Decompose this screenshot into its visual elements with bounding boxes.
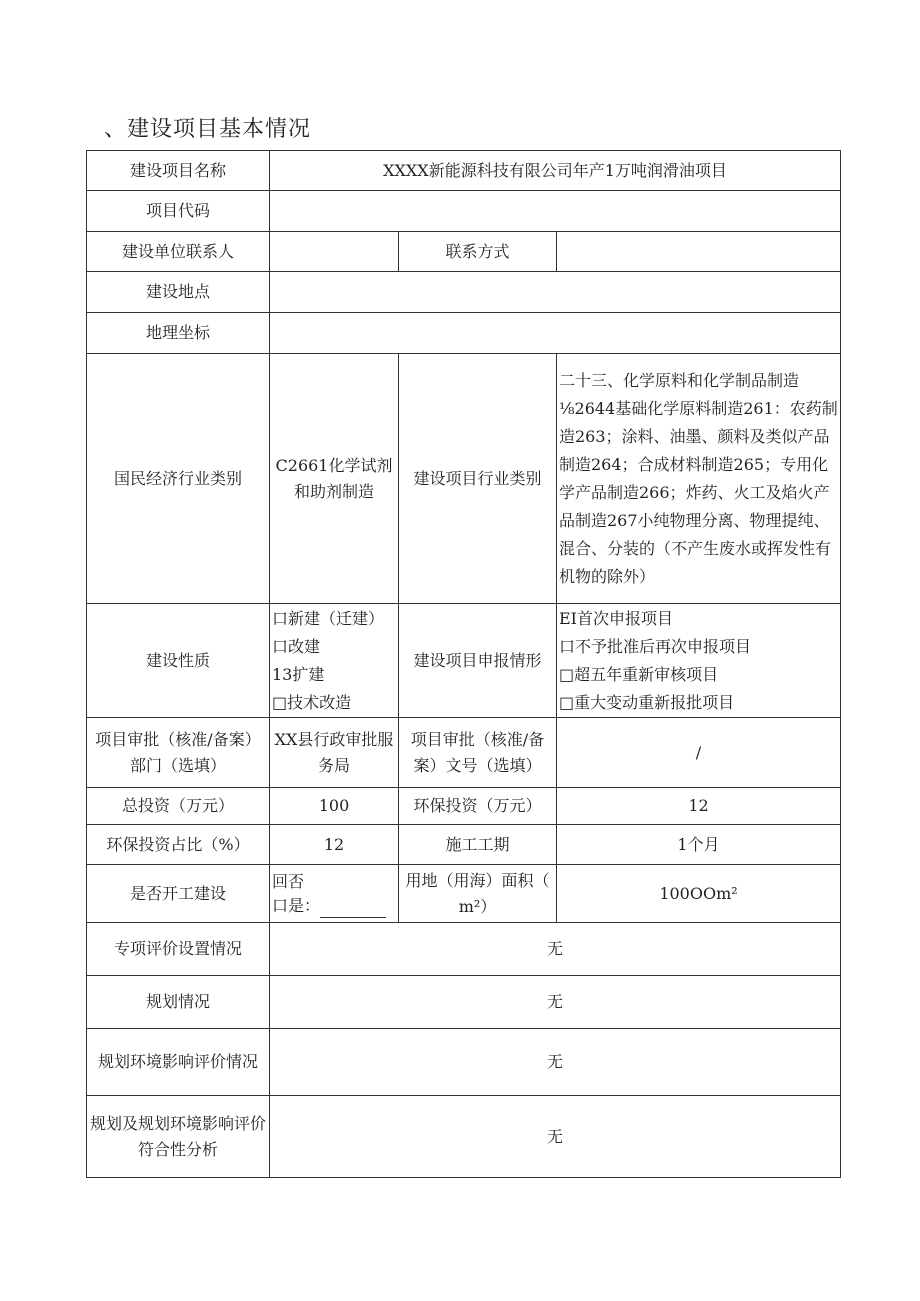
project-category-value	[557, 354, 841, 604]
approval-doc-value: /	[557, 718, 841, 788]
period-value: 1个月	[557, 825, 841, 865]
project-code-label: 项目代码	[87, 191, 270, 232]
declare-option[interactable]: 口不予批准后再次申报项目	[559, 636, 752, 656]
nature-option[interactable]: 口新建（迁建）	[272, 608, 385, 628]
declare-option[interactable]: □重大变动重新报批项目	[559, 692, 735, 712]
declare-option[interactable]: EI首次申报项目	[559, 608, 674, 628]
project-info-table	[86, 150, 841, 1178]
env-ratio-value: 12	[270, 825, 399, 865]
started-options	[270, 865, 399, 923]
project-name-value: XXXX新能源科技有限公司年产1万吨润滑油项目	[270, 151, 841, 191]
project-category-label: 建设项目行业类别	[399, 354, 557, 604]
period-label: 施工工期	[399, 825, 557, 865]
started-option-no[interactable]: 回否	[272, 871, 305, 891]
started-date-blank[interactable]	[320, 903, 386, 918]
compliance-value: 无	[270, 1096, 841, 1178]
declare-options	[557, 604, 841, 718]
project-name-label: 建设项目名称	[87, 151, 270, 191]
coords-value	[270, 313, 841, 354]
env-ratio-label: 环保投资占比（%）	[87, 825, 270, 865]
env-invest-value: 12	[557, 788, 841, 825]
category-line: 混合、分装的（不产生废水或挥发性有	[559, 538, 832, 558]
location-value	[270, 272, 841, 313]
category-line: 制造264；合成材料制造265；专用化	[559, 454, 829, 474]
planning-env-value: 无	[270, 1029, 841, 1096]
industry-value: C2661化学试剂和助剂制造	[270, 354, 399, 604]
nature-label: 建设性质	[87, 604, 270, 718]
coords-label: 地理坐标	[87, 313, 270, 354]
area-label-text: 用地（用海）面积（	[405, 870, 550, 890]
area-label-unit: m²）	[458, 896, 497, 916]
project-code-value	[270, 191, 841, 232]
category-line: 机物的除外）	[559, 566, 656, 586]
nature-option[interactable]: □技术改造	[272, 692, 352, 712]
industry-label: 国民经济行业类别	[87, 354, 270, 604]
total-invest-label: 总投资（万元）	[87, 788, 270, 825]
contact-person-label: 建设单位联系人	[87, 232, 270, 272]
total-invest-value: 100	[270, 788, 399, 825]
location-label: 建设地点	[87, 272, 270, 313]
contact-method-label: 联系方式	[399, 232, 557, 272]
compliance-label: 规划及规划环境影响评价符合性分析	[87, 1096, 270, 1178]
category-line: 学产品制造266；炸药、火工及焰火产	[559, 482, 830, 502]
declare-option[interactable]: □超五年重新审核项目	[559, 664, 719, 684]
planning-value: 无	[270, 976, 841, 1029]
declare-label: 建设项目申报情形	[399, 604, 557, 718]
approval-doc-label: 项目审批（核准/备案）文号（选填）	[399, 718, 557, 788]
section-heading: 、建设项目基本情况	[104, 117, 312, 142]
category-line: ⅛2644基础化学原料制造261：农药制	[559, 398, 838, 418]
nature-option[interactable]: 口改建	[272, 636, 321, 656]
started-option-yes[interactable]: 口是：	[272, 895, 321, 915]
area-value: 100OOm²	[557, 865, 841, 923]
nature-options	[270, 604, 399, 718]
special-eval-value: 无	[270, 923, 841, 976]
nature-option[interactable]: 13扩建	[272, 664, 325, 684]
planning-env-label: 规划环境影响评价情况	[87, 1029, 270, 1096]
special-eval-label: 专项评价设置情况	[87, 923, 270, 976]
contact-person-value	[270, 232, 399, 272]
category-line: 二十三、化学原料和化学制品制造	[559, 370, 800, 390]
started-label: 是否开工建设	[87, 865, 270, 923]
category-line: 造263；涂料、油墨、颜料及类似产品	[559, 426, 830, 446]
env-invest-label: 环保投资（万元）	[399, 788, 557, 825]
approval-dept-label: 项目审批（核准/备案）部门（选填）	[87, 718, 270, 788]
approval-dept-value: XX县行政审批服务局	[270, 718, 399, 788]
planning-label: 规划情况	[87, 976, 270, 1029]
area-label	[399, 865, 557, 923]
contact-method-value	[557, 232, 841, 272]
category-line: 品制造267小纯物理分离、物理提纯、	[559, 510, 830, 530]
